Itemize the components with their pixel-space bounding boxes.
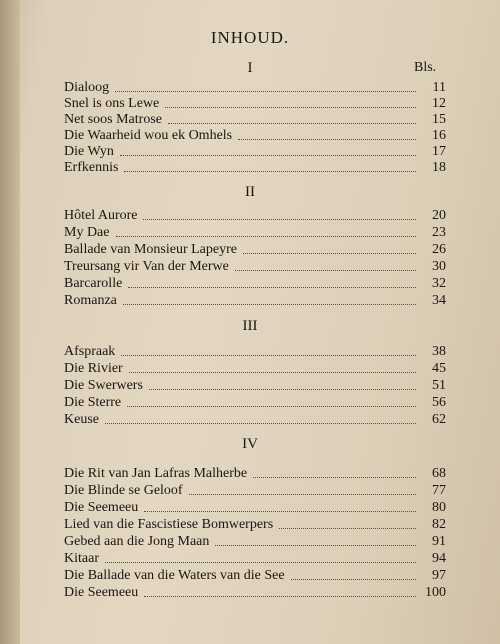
dot-leader: [115, 89, 416, 92]
toc-entry: [64, 293, 446, 309]
toc-title: Die Rit van Jan Lafras Malherbe: [64, 466, 248, 481]
toc-page: 38: [432, 344, 446, 359]
dot-leader: [238, 137, 416, 140]
dot-leader: [128, 285, 416, 288]
toc-entry: [64, 128, 446, 144]
section-numeral-4: IV: [242, 436, 258, 452]
toc-entry: [64, 585, 446, 601]
toc-entry: [64, 96, 446, 112]
toc-page: 94: [432, 551, 446, 566]
toc-title: Kitaar: [64, 551, 99, 566]
toc-entry: [64, 517, 446, 533]
toc-entry: [64, 483, 446, 499]
toc-entry: [64, 500, 446, 516]
toc-entry: [64, 160, 446, 176]
dot-leader: [215, 543, 416, 546]
toc-page: 45: [432, 361, 446, 376]
page-column-label: Bls.: [414, 60, 437, 75]
toc-page: 62: [432, 412, 446, 427]
toc-entry: [64, 80, 446, 96]
toc-title: Gebed aan die Jong Maan: [64, 534, 210, 549]
toc-page: 91: [432, 534, 446, 549]
dot-leader: [243, 251, 416, 254]
toc-entry: [64, 534, 446, 550]
toc-entry: [64, 412, 446, 428]
toc-title: Die Blinde se Geloof: [64, 483, 183, 498]
page-title: INHOUD.: [210, 28, 290, 47]
toc-title: Die Wyn: [64, 144, 114, 159]
dot-leader: [189, 492, 416, 495]
toc-title: Keuse: [64, 412, 99, 427]
dot-leader: [116, 234, 417, 237]
dot-leader: [105, 560, 416, 563]
toc-title: Die Sterre: [64, 395, 122, 410]
toc-page: 100: [425, 585, 446, 600]
dot-leader: [144, 509, 416, 512]
toc-entry: [64, 259, 446, 275]
toc-entry: [64, 395, 446, 411]
toc-page: 16: [432, 128, 446, 143]
toc-page: 15: [432, 112, 446, 127]
toc-page: 51: [432, 378, 446, 393]
toc-entry: [64, 242, 446, 258]
toc-title: Dialoog: [64, 80, 110, 95]
toc-entry: [64, 378, 446, 394]
dot-leader: [129, 370, 416, 373]
dot-leader: [120, 153, 416, 156]
toc-page: 20: [432, 208, 446, 223]
toc-title: Lied van die Fascistiese Bomwerpers: [64, 517, 274, 532]
toc-title: Net soos Matrose: [64, 112, 162, 127]
toc-page: 77: [432, 483, 446, 498]
toc-entry: [64, 466, 446, 482]
dot-leader: [149, 387, 416, 390]
dot-leader: [253, 475, 416, 478]
toc-page: 34: [432, 293, 446, 308]
toc-page: 11: [432, 80, 446, 95]
toc-title: Die Swerwers: [64, 378, 143, 393]
toc-page: 18: [432, 160, 446, 175]
section-numeral-3: III: [242, 318, 258, 334]
section-numeral-1: I: [247, 60, 253, 76]
toc-page: 17: [432, 144, 446, 159]
toc-entry: [64, 344, 446, 360]
toc-title: Die Seemeeu: [64, 500, 139, 515]
toc-entry: [64, 568, 446, 584]
toc-title: My Dae: [64, 225, 110, 240]
dot-leader: [144, 594, 416, 597]
toc-title: Die Rivier: [64, 361, 123, 376]
toc-title: Die Seemeeu: [64, 585, 139, 600]
toc-page: 80: [432, 500, 446, 515]
toc-entry: [64, 225, 446, 241]
dot-leader: [279, 526, 416, 529]
dot-leader: [235, 268, 416, 271]
toc-page: 26: [432, 242, 446, 257]
toc-title: Die Waarheid wou ek Omhels: [64, 128, 233, 143]
toc-title: Hôtel Aurore: [64, 208, 138, 223]
dot-leader: [165, 105, 416, 108]
dot-leader: [143, 217, 416, 220]
toc-page: 56: [432, 395, 446, 410]
dot-leader: [291, 577, 416, 580]
toc-entry: [64, 144, 446, 160]
toc-entry: [64, 208, 446, 224]
toc-entry: [64, 276, 446, 292]
toc-title: Ballade van Monsieur Lapeyre: [64, 242, 237, 257]
dot-leader: [127, 404, 416, 407]
toc-entry: [64, 361, 446, 377]
toc-title: Die Ballade van die Waters van die See: [64, 568, 285, 583]
toc-page: 82: [432, 517, 446, 532]
toc-entry: [64, 112, 446, 128]
toc-entry: [64, 551, 446, 567]
dot-leader: [105, 421, 416, 424]
toc-page: 12: [432, 96, 446, 111]
toc-title: Treursang vir Van der Merwe: [64, 259, 229, 274]
dot-leader: [123, 302, 416, 305]
toc-page: 97: [432, 568, 446, 583]
toc-page: 68: [432, 466, 446, 481]
toc-title: Snel is ons Lewe: [64, 96, 160, 111]
toc-title: Romanza: [64, 293, 117, 308]
toc-page: 32: [432, 276, 446, 291]
dot-leader: [124, 169, 416, 172]
toc-page: 30: [432, 259, 446, 274]
toc-title: Erfkennis: [64, 160, 119, 175]
toc-page: 23: [432, 225, 446, 240]
toc-title: Barcarolle: [64, 276, 123, 291]
toc-title: Afspraak: [64, 344, 116, 359]
dot-leader: [168, 121, 416, 124]
section-numeral-2: II: [245, 184, 255, 200]
dot-leader: [121, 353, 416, 356]
